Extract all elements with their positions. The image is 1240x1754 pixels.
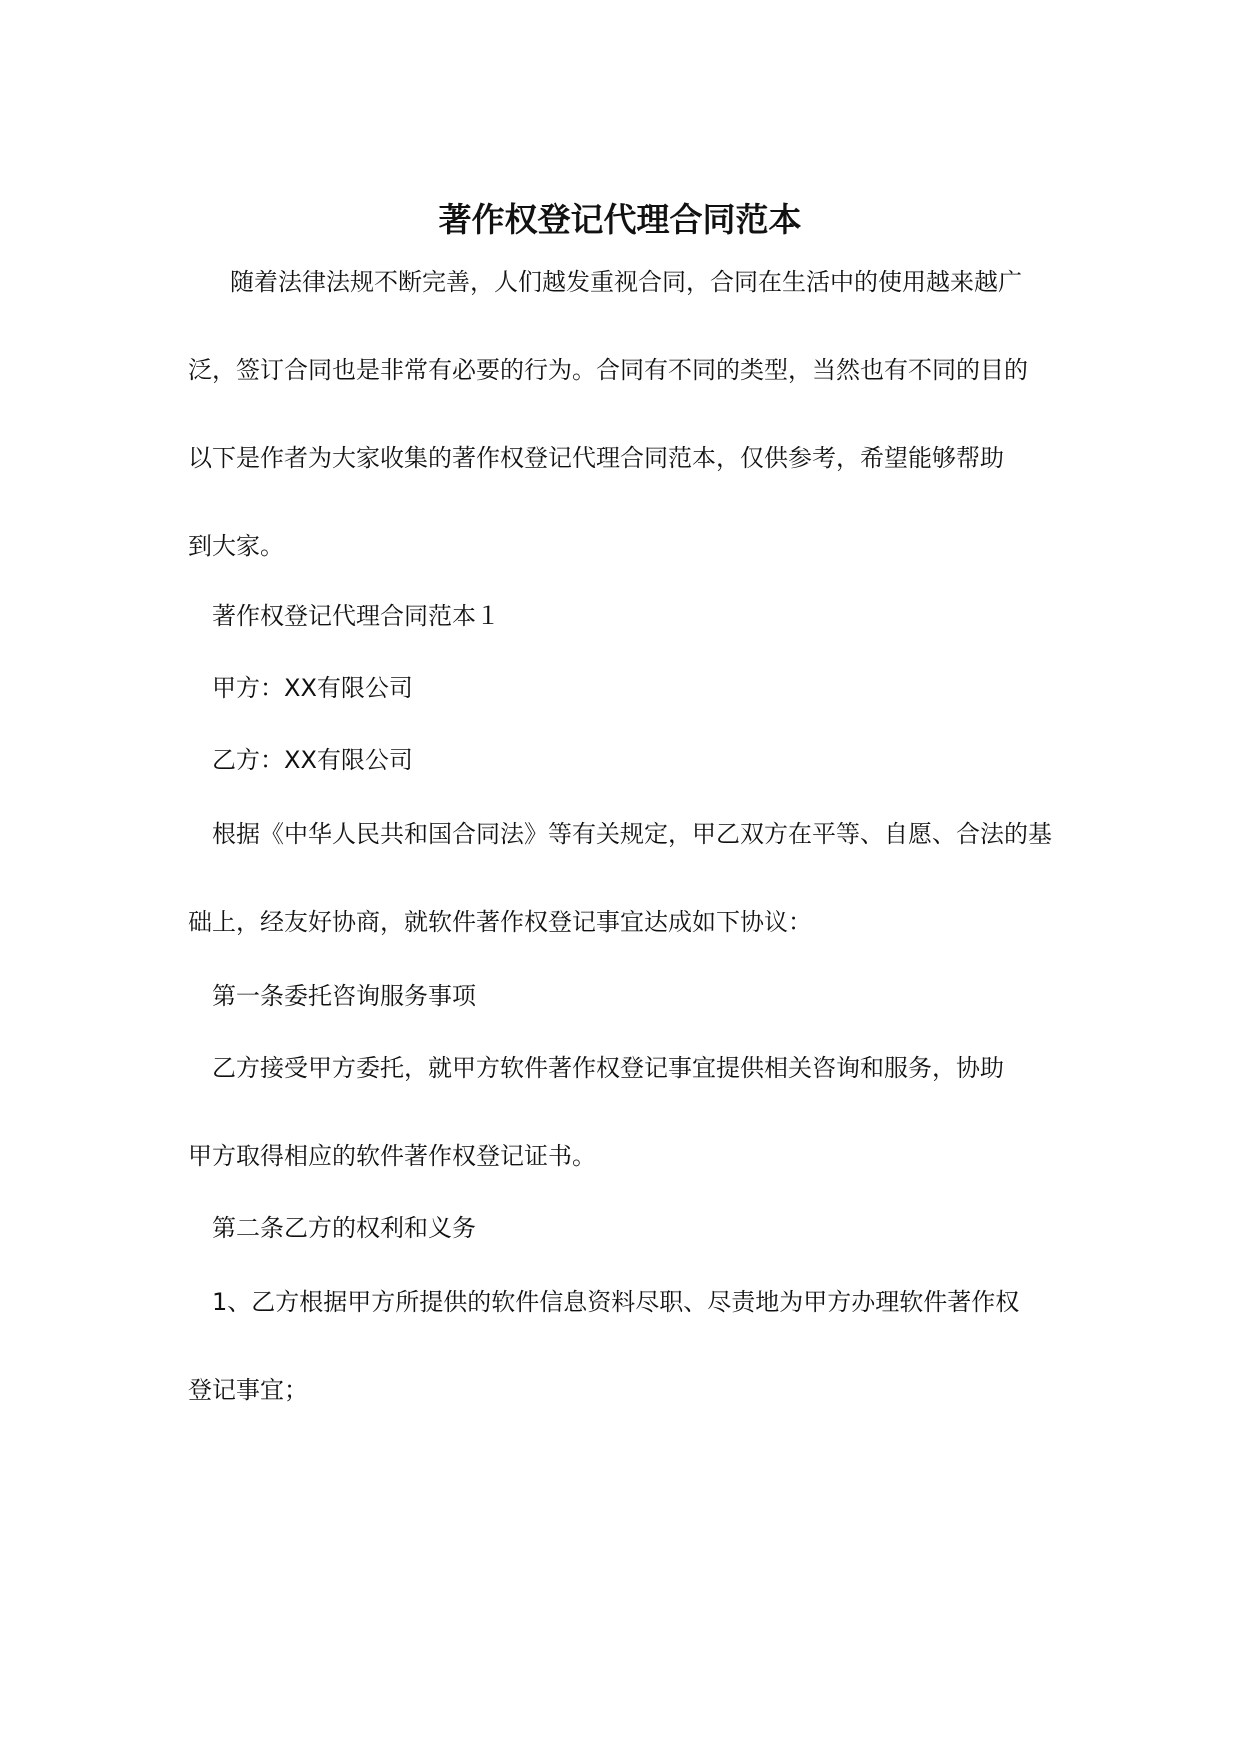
paragraph-line: 1、乙方根据甲方所提供的软件信息资料尽职、尽责地为甲方办理软件著作权 <box>212 1288 1020 1316</box>
party-b-line: 乙方：XX有限公司 <box>212 746 413 774</box>
paragraph-line: 础上，经友好协商，就软件著作权登记事宜达成如下协议： <box>188 908 812 936</box>
paragraph-line: 泛，签订合同也是非常有必要的行为。合同有不同的类型，当然也有不同的目的 <box>188 356 1028 384</box>
document-title: 著作权登记代理合同范本 <box>438 200 802 239</box>
paragraph-line: 甲方取得相应的软件著作权登记证书。 <box>188 1142 596 1170</box>
paragraph-line: 根据《中华人民共和国合同法》等有关规定，甲乙双方在平等、自愿、合法的基 <box>212 820 1052 848</box>
paragraph-line: 以下是作者为大家收集的著作权登记代理合同范本，仅供参考，希望能够帮助 <box>188 444 1004 472</box>
paragraph-line: 乙方接受甲方委托，就甲方软件著作权登记事宜提供相关咨询和服务，协助 <box>212 1054 1004 1082</box>
party-a-line: 甲方：XX有限公司 <box>212 674 413 702</box>
article-heading: 第二条乙方的权利和义务 <box>212 1214 476 1242</box>
paragraph-line: 到大家。 <box>188 532 284 560</box>
paragraph-line: 随着法律法规不断完善，人们越发重视合同，合同在生活中的使用越来越广 <box>230 268 1022 296</box>
section-heading: 著作权登记代理合同范本１ <box>212 602 500 630</box>
paragraph-line: 登记事宜； <box>188 1376 308 1404</box>
article-heading: 第一条委托咨询服务事项 <box>212 982 476 1010</box>
